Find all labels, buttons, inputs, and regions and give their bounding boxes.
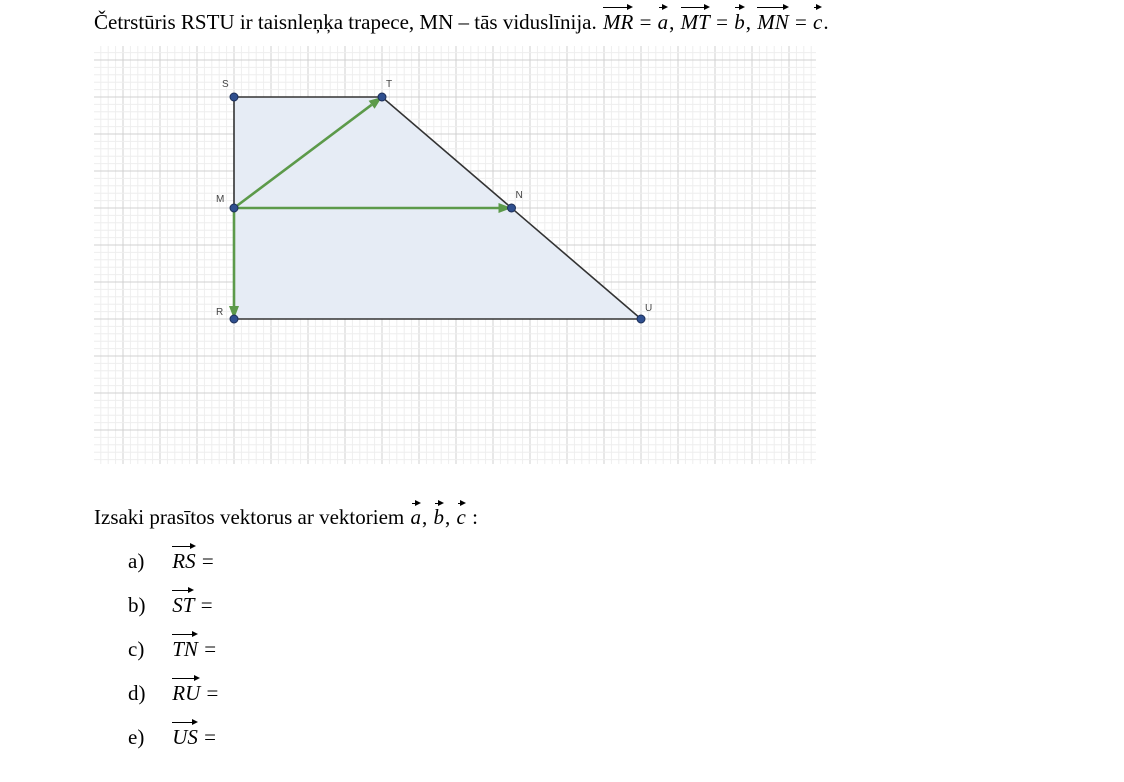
task-text xyxy=(94,502,478,532)
item-equals: = xyxy=(204,637,217,661)
point-label-t: T xyxy=(386,79,393,90)
exercise-item xyxy=(128,721,218,765)
item-label: c) xyxy=(128,637,145,661)
item-label: d) xyxy=(128,681,146,705)
point-m xyxy=(230,204,238,212)
task-vector-b: b xyxy=(433,502,446,532)
comma: , xyxy=(745,10,751,34)
point-label-r: R xyxy=(216,307,224,318)
exercise-item xyxy=(128,589,218,633)
trapezoid-figure xyxy=(94,46,816,464)
point-u xyxy=(637,315,645,323)
point-label-s: S xyxy=(222,79,229,90)
item-label: a) xyxy=(128,549,145,573)
item-equals: = xyxy=(200,593,213,617)
point-label-u: U xyxy=(645,303,653,314)
problem-statement xyxy=(94,6,829,38)
vector-mr: MR xyxy=(602,6,634,38)
equals-sign: = xyxy=(716,10,728,34)
exercise-item xyxy=(128,677,218,721)
item-vector: RU xyxy=(171,677,201,709)
statement-text: Četrstūris RSTU ir taisnleņķa trapece, MN – tās viduslīnija. xyxy=(94,10,597,34)
vector-a: a xyxy=(657,6,670,38)
exercise-list xyxy=(128,545,218,765)
exercise-item xyxy=(128,633,218,677)
task-vector-c: c xyxy=(456,502,467,532)
task-comma: , xyxy=(422,505,428,529)
vector-c: c xyxy=(812,6,823,38)
equals-sign: = xyxy=(794,10,807,34)
item-equals: = xyxy=(204,725,217,749)
point-s xyxy=(230,93,238,101)
equals-sign: = xyxy=(639,10,652,34)
task-vector-a: a xyxy=(410,502,423,532)
vector-mn: MN xyxy=(756,6,790,38)
exercise-item xyxy=(128,545,218,589)
item-vector: ST xyxy=(171,589,195,621)
comma: , xyxy=(669,10,675,34)
item-equals: = xyxy=(201,549,214,573)
task-comma: , xyxy=(445,505,451,529)
period: . xyxy=(823,10,829,34)
point-label-n: N xyxy=(515,190,523,201)
item-label: e) xyxy=(128,725,145,749)
point-label-m: M xyxy=(216,194,225,205)
item-vector: RS xyxy=(171,545,196,577)
point-t xyxy=(378,93,386,101)
item-equals: = xyxy=(206,681,219,705)
vector-b: b xyxy=(733,6,746,38)
item-vector: TN xyxy=(171,633,199,665)
task-sentence: Izsaki prasītos vektorus ar vektoriem xyxy=(94,505,405,529)
item-vector: US xyxy=(171,721,199,753)
vector-mt: MT xyxy=(680,6,711,38)
point-n xyxy=(508,204,516,212)
point-r xyxy=(230,315,238,323)
task-colon: : xyxy=(472,505,478,529)
item-label: b) xyxy=(128,593,146,617)
